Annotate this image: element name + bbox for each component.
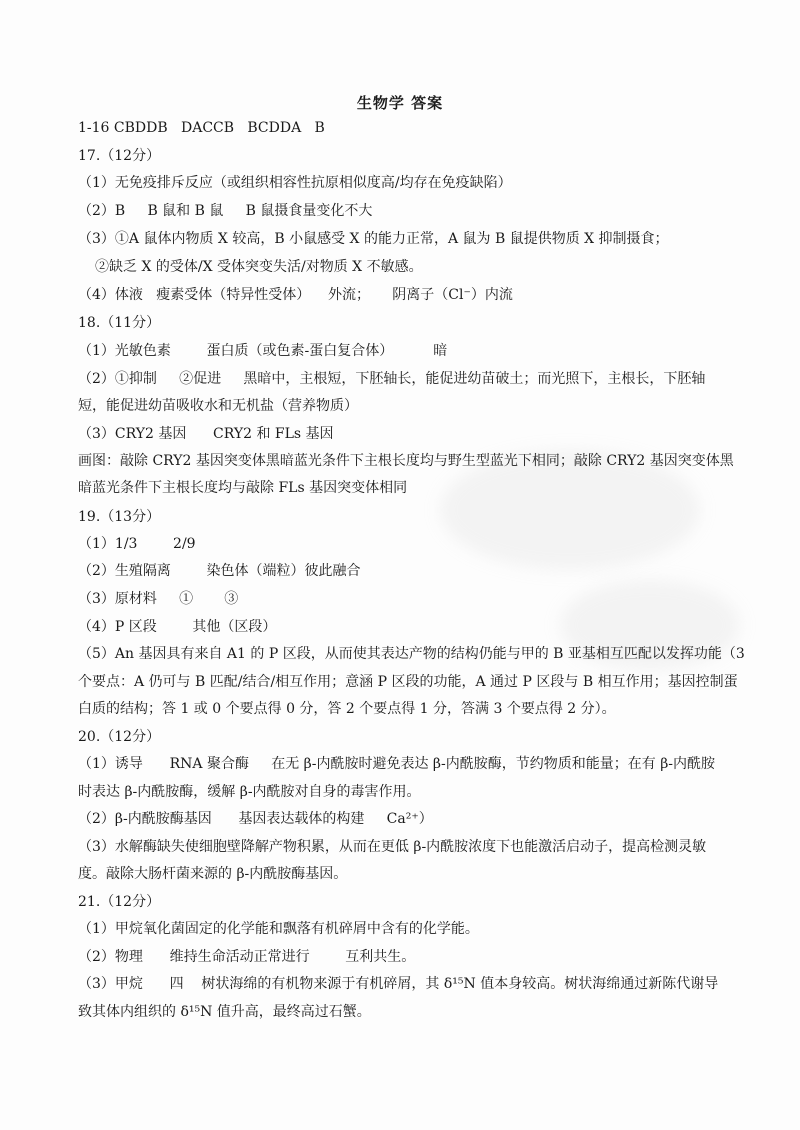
q19-answer-2: （2）生殖隔离 染色体（端粒）彼此融合 — [78, 563, 361, 579]
q20-answer-3a: （3）水解酶缺失使细胞壁降解产物积累，从而在更低 β-内酰胺浓度下也能激活启动子，提高检测灵敏 — [78, 839, 707, 855]
q18-heading: 18.（11分） — [78, 315, 161, 331]
q19-answer-4: （4）P 区段 其他（区段） — [78, 619, 277, 635]
q19-answer-1: （1）1/3 2/9 — [78, 536, 196, 552]
q19-answer-5c: 白质的结构；答 1 或 0 个要点得 0 分，答 2 个要点得 1 分，答满 3 个要点得 2 分）。 — [78, 701, 616, 717]
q17-answer-3a: （3）①A 鼠体内物质 X 较高，B 小鼠感受 X 的能力正常，A 鼠为 B 鼠提供物质 X 抑制摄食； — [78, 231, 669, 247]
q17-answer-2: （2）B B 鼠和 B 鼠 B 鼠摄食量变化不大 — [78, 203, 373, 219]
q17-answer-3b: ②缺乏 X 的受体/X 受体突变失活/对物质 X 不敏感。 — [95, 259, 423, 275]
q21-answer-1: （1）甲烷氧化菌固定的化学能和飘落有机碎屑中含有的化学能。 — [78, 921, 479, 937]
q19-answer-5b: 个要点：A 仍可与 B 匹配/结合/相互作用；意涵 P 区段的功能，A 通过 P 区段与 B 相互作用；基因控制蛋 — [78, 674, 738, 690]
q18-drawing-b: 暗蓝光条件下主根长度均与敲除 FLs 基因突变体相同 — [78, 480, 408, 496]
q18-drawing-a: 画图：敲除 CRY2 基因突变体黑暗蓝光条件下主根长度均与野生型蓝光下相同；敲除 CRY2 基因突变体黑 — [78, 453, 734, 469]
q19-answer-3: （3）原材料 ① ③ — [78, 591, 239, 607]
q17-answer-4: （4）体液 瘦素受体（特异性受体） 外流； 阴离子（Cl⁻）内流 — [78, 287, 513, 303]
q17-heading: 17.（12分） — [78, 148, 161, 164]
q20-answer-3b: 度。敲除大肠杆菌来源的 β-内酰胺酶基因。 — [78, 866, 348, 882]
q18-answer-2b: 短，能促进幼苗吸收水和无机盐（营养物质） — [78, 398, 358, 414]
q21-heading: 21.（12分） — [78, 894, 161, 910]
q20-answer-1a: （1）诱导 RNA 聚合酶 在无 β-内酰胺时避免表达 β-内酰胺酶，节约物质和能量；在有 β-内酰胺 — [78, 756, 716, 772]
q19-heading: 19.（13分） — [78, 509, 161, 525]
page-title: 生物学 答案 — [356, 94, 444, 112]
q21-answer-3b: 致其体内组织的 δ¹⁵N 值升高，最终高过石蟹。 — [78, 1004, 371, 1020]
q18-answer-3: （3）CRY2 基因 CRY2 和 FLs 基因 — [78, 426, 334, 442]
mc-answers: 1-16 CBDDB DACCB BCDDA B — [78, 120, 325, 136]
q21-answer-3a: （3）甲烷 四 树状海绵的有机物来源于有机碎屑，其 δ¹⁵N 值本身较高。树状海绵通过新陈代谢导 — [78, 976, 719, 992]
q21-answer-2: （2）物理 维持生命活动正常进行 互利共生。 — [78, 949, 416, 965]
q20-heading: 20.（12分） — [78, 729, 161, 745]
q20-answer-2: （2）β-内酰胺酶基因 基因表达载体的构建 Ca²⁺） — [78, 811, 433, 827]
q19-answer-5a: （5）An 基因具有来自 A1 的 P 区段，从而使其表达产物的结构仍能与甲的 B 亚基相互匹配以发挥功能（3 — [78, 646, 745, 662]
q20-answer-1b: 时表达 β-内酰胺酶，缓解 β-内酰胺对自身的毒害作用。 — [78, 784, 421, 800]
q18-answer-1: （1）光敏色素 蛋白质（或色素-蛋白复合体） 暗 — [78, 343, 448, 359]
q17-answer-1: （1）无免疫排斥反应（或组织相容性抗原相似度高/均存在免疫缺陷） — [78, 175, 512, 191]
q18-answer-2a: （2）①抑制 ②促进 黑暗中，主根短，下胚轴长，能促进幼苗破土；而光照下，主根长，下胚轴 — [78, 371, 706, 387]
